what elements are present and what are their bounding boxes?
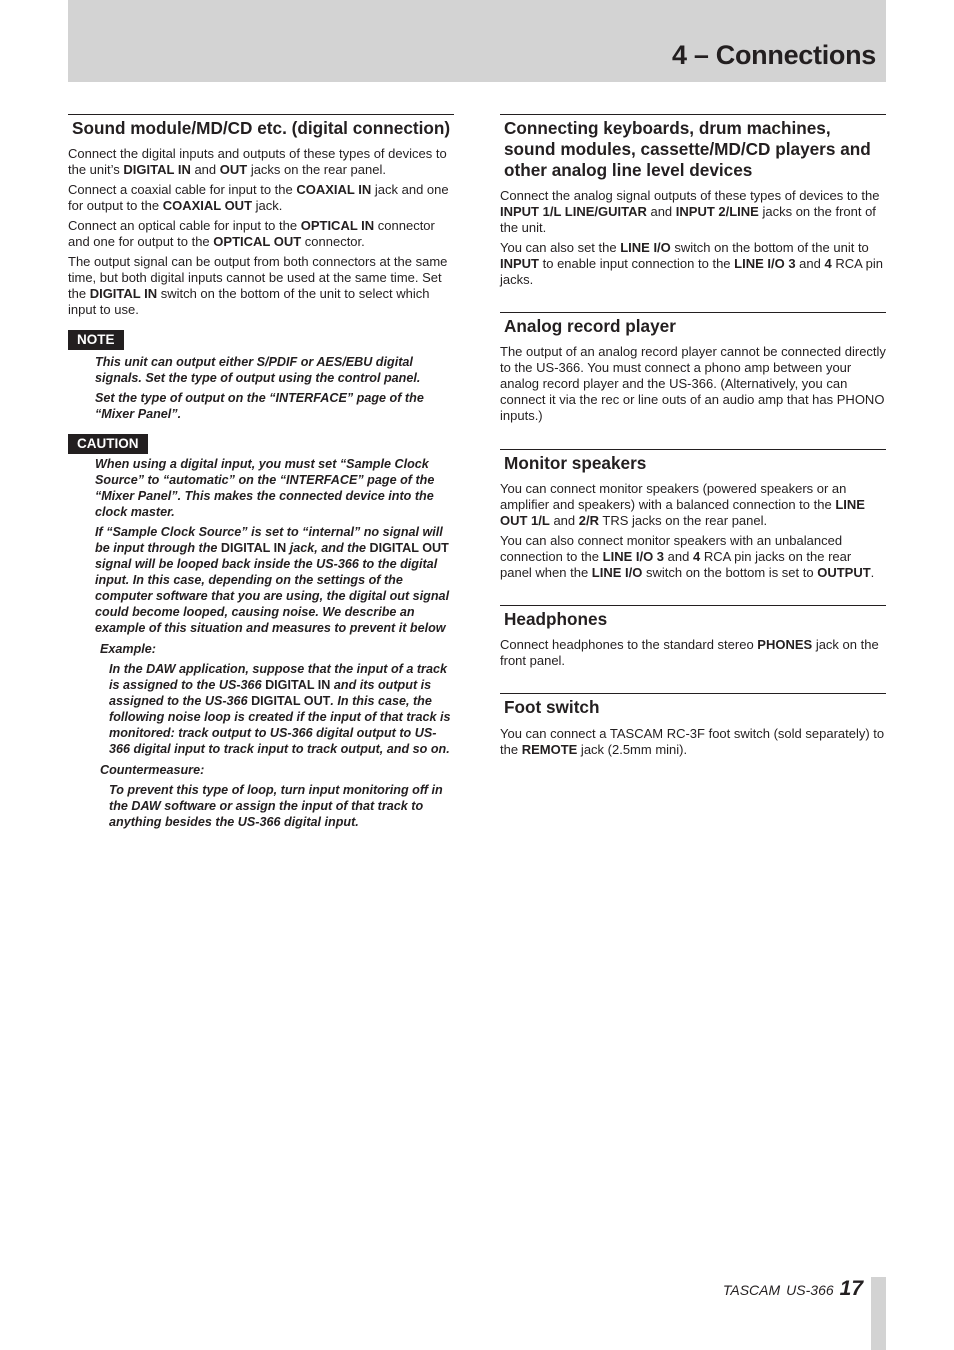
page-number: 17 bbox=[839, 1277, 863, 1300]
section-monitor-speakers bbox=[500, 449, 886, 581]
section-title: Sound module/MD/CD etc. (digital connection) bbox=[72, 118, 451, 138]
section-foot-switch bbox=[500, 693, 886, 758]
section-analog-devices bbox=[500, 114, 886, 288]
section-digital-connection bbox=[68, 114, 454, 318]
model-name: US-366 bbox=[786, 1282, 834, 1298]
paragraph: Connect headphones to the standard stereo PHONES jack on the front panel. bbox=[500, 637, 879, 668]
note-block bbox=[68, 330, 454, 422]
countermeasure-label: Countermeasure: bbox=[100, 763, 205, 777]
section-title: Foot switch bbox=[504, 697, 600, 717]
caution-text: If “Sample Clock Source” is set to “internal” no signal will be input through the DIGITAL IN jack, and the DIGITAL OUT signal will be looped back inside the US-366 to the digital input. In this case, depending on the settings of the computer software that you are using, the digital out signal could become looped, causing noise. We describe an example of this situation and measures to prevent it below bbox=[95, 525, 450, 635]
note-label: NOTE bbox=[68, 330, 124, 350]
brand-name: TASCAM bbox=[722, 1282, 781, 1298]
paragraph: Connect a coaxial cable for input to the COAXIAL IN jack and one for output to the COAXIAL OUT jack. bbox=[68, 182, 449, 213]
section-title: Analog record player bbox=[504, 316, 676, 336]
example-label: Example: bbox=[100, 642, 156, 656]
paragraph: You can connect monitor speakers (powered speakers or an amplifier and speakers) with a balanced connection to the LINE OUT 1/L and 2/R TRS jacks on the rear panel. bbox=[500, 481, 865, 528]
header-band bbox=[68, 0, 886, 82]
caution-block bbox=[68, 434, 454, 830]
section-title: Headphones bbox=[504, 609, 608, 629]
footer-bar bbox=[871, 1277, 886, 1350]
section-headphones bbox=[500, 605, 886, 669]
paragraph: You can also connect monitor speakers with an unbalanced connection to the LINE I/O 3 and 4 RCA pin jacks on the rear panel when the LINE I/O switch on the bottom is set to OUTPUT. bbox=[500, 533, 875, 580]
caution-text: When using a digital input, you must set “Sample Clock Source” to “automatic” on the “INTERFACE” page of the “Mixer Panel”. This makes the connected device into the clock master. bbox=[95, 457, 435, 519]
chapter-title: 4 – Connections bbox=[671, 40, 876, 70]
countermeasure-text: To prevent this type of loop, turn input monitoring off in the DAW software or assign the input of that track to anything besides the US-366 digital input. bbox=[109, 783, 443, 829]
example-text: In the DAW application, suppose that the input of a track is assigned to the US-366 DIGITAL IN and its output is assigned to the US-366 DIGITAL OUT. In this case, the following noise loop is created if the input of that track is monitored: track output to US-366 digital output to US-366 digital input to track input to track output, and so on. bbox=[109, 662, 451, 756]
paragraph: Connect the digital inputs and outputs of these types of devices to the unit’s DIGITAL IN and OUT jacks on the rear panel. bbox=[68, 146, 447, 177]
paragraph: The output of an analog record player cannot be connected directly to the US-366. You must connect a phono amp between your analog record player and the US-366. (Alternatively, you can connect it via the rec or line outs of an audio amp that has PHONO inputs.) bbox=[500, 344, 886, 423]
section-title: Connecting keyboards, drum machines, sound modules, cassette/MD/CD players and other analog line level devices bbox=[504, 118, 871, 180]
left-column bbox=[68, 114, 454, 830]
caution-label: CAUTION bbox=[68, 434, 148, 454]
paragraph: The output signal can be output from both connectors at the same time, but both digital inputs cannot be used at the same time. Set the DIGITAL IN switch on the bottom of the unit to select which input to use. bbox=[68, 254, 448, 317]
note-text: This unit can output either S/PDIF or AES/EBU digital signals. Set the type of output using the control panel. bbox=[95, 355, 421, 385]
section-record-player bbox=[500, 312, 886, 424]
paragraph: Connect the analog signal outputs of these types of devices to the INPUT 1/L LINE/GUITAR and INPUT 2/LINE jacks on the front of the unit. bbox=[500, 188, 880, 235]
paragraph: You can connect a TASCAM RC-3F foot switch (sold separately) to the REMOTE jack (2.5mm mini). bbox=[500, 726, 885, 757]
right-column bbox=[500, 114, 886, 758]
paragraph: Connect an optical cable for input to the OPTICAL IN connector and one for output to the OPTICAL OUT connector. bbox=[68, 218, 435, 249]
note-text: Set the type of output on the “INTERFACE” page of the “Mixer Panel”. bbox=[95, 391, 424, 421]
page-footer bbox=[723, 1277, 863, 1301]
paragraph: You can also set the LINE I/O switch on the bottom of the unit to INPUT to enable input connection to the LINE I/O 3 and 4 RCA pin jacks. bbox=[500, 240, 884, 287]
section-title: Monitor speakers bbox=[504, 453, 647, 473]
